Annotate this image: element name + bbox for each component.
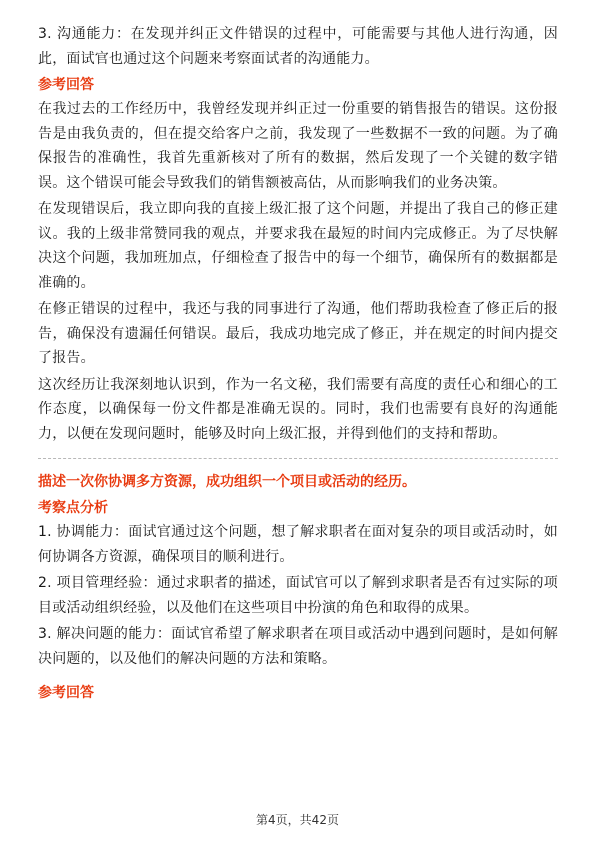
analysis-point-2: 2. 项目管理经验：通过求职者的描述，面试官可以了解到求职者是否有过实际的项目或活动组织经验，以及他们在这些项目中扮演的角色和取得的成果。 xyxy=(38,575,558,616)
answer-paragraph-2: 在发现错误后，我立即向我的直接上级汇报了这个问题，并提出了我自己的修正建议。我的上级非常赞同我的观点，并要求我在最短的时间内完成修正。为了尽快解决这个问题，我加班加点，仔细检查了报告中的每一个细节，确保所有的数据都是准确的。 xyxy=(38,201,558,291)
reference-answer-label: 参考回答 xyxy=(38,77,94,93)
document-page xyxy=(38,22,558,705)
analysis-point-3: 3. 沟通能力：在发现并纠正文件错误的过程中，可能需要与其他人进行沟通，因此，面试官也通过这个问题来考察面试者的沟通能力。 xyxy=(38,26,558,67)
page-footer: 第4页，共42页 xyxy=(256,813,339,827)
answer-paragraph-1: 在我过去的工作经历中，我曾经发现并纠正过一份重要的销售报告的错误。这份报告是由我负责的，但在提交给客户之前，我发现了一些数据不一致的问题。为了确保报告的准确性，我首先重新核对了所有的数据，然后发现了一个关键的数字错误。这个错误可能会导致我们的销售额被高估，从而影响我们的业务决策。 xyxy=(38,101,558,191)
analysis-point-3b: 3. 解决问题的能力：面试官希望了解求职者在项目或活动中遇到问题时，是如何解决问题的，以及他们的解决问题的方法和策略。 xyxy=(38,626,558,667)
answer-paragraph-3: 在修正错误的过程中，我还与我的同事进行了沟通，他们帮助我检查了修正后的报告，确保没有遗漏任何错误。最后，我成功地完成了修正，并在规定的时间内提交了报告。 xyxy=(38,301,558,366)
answer-paragraph-4: 这次经历让我深刻地认识到，作为一名文秘，我们需要有高度的责任心和细心的工作态度，以确保每一份文件都是准确无误的。同时，我们也需要有良好的沟通能力，以便在发现问题时，能够及时向上级汇报，并得到他们的支持和帮助。 xyxy=(38,376,558,442)
section-divider xyxy=(38,458,558,459)
reference-answer-label-2: 参考回答 xyxy=(38,685,94,701)
question-title: 描述一次你协调多方资源，成功组织一个项目或活动的经历。 xyxy=(38,474,416,490)
analysis-label: 考察点分析 xyxy=(38,500,108,516)
analysis-point-1: 1. 协调能力：面试官通过这个问题，想了解求职者在面对复杂的项目或活动时，如何协调各方资源，确保项目的顺利进行。 xyxy=(38,524,558,565)
